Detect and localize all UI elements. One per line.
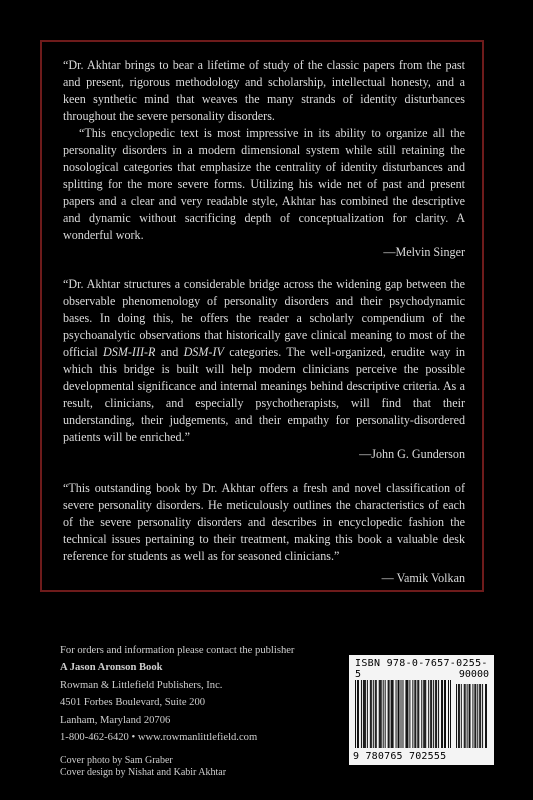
- publisher-imprint: A Jason Aronson Book: [60, 662, 163, 674]
- cover-photo-credit: Cover photo by Sam Graber: [60, 755, 173, 767]
- quote-gunderson: [63, 276, 465, 446]
- publisher-phone-web: 1-800-462-6420 • www.rowmanlittlefield.com: [60, 732, 258, 744]
- quote-singer-author: —Melvin Singer: [383, 245, 465, 259]
- quote-gunderson-text-b: categories. The well-organized, erudite way in which this bridge is built will help modern clinicians perceive the possible developmental significance and internal meanings behind descriptive criteria. As a result, clinicians, and especially psychotherapists, will find that their understanding, their judgements, and their empathy for personality-disordered patients will be enriched.”: [63, 345, 465, 444]
- barcode-digits: 9 780765 702555: [353, 751, 447, 762]
- publisher-info: [60, 642, 360, 779]
- cover-design-credit: Cover design by Nishat and Kabir Akhtar: [60, 767, 227, 779]
- publisher-name: Rowman & Littlefield Publishers, Inc.: [60, 679, 223, 691]
- quote-gunderson-text-a: “Dr. Akhtar structures a considerable bridge across the widening gap between the observable phenomenology of personality disorders and their psychodynamic bases. In doing this, he offers the reader a scholarly compendium of the psychoanalytic observations that historically gave clinical meaning to most of the official: [63, 277, 465, 359]
- quote-volkan: “This outstanding book by Dr. Akhtar offers a fresh and novel classification of severe personality disorders. He meticulously outlines the characteristics of each of the severe personality disorders and describes in encyclopedic fashion the technical issues pertaining to their treatment, making this book a valuable desk reference for students as well as for seasoned clinicians.”: [63, 481, 465, 563]
- quote-singer-p2: “This encyclopedic text is most impressive in its ability to organize all the personality disorders in a modern dimensional system while still retaining the nosological categories that emphasize the centrality of identity disturbances and splitting for the more severe forms. Utilizing his wide net of past and present papers and a clear and very readable style, Akhtar has combined the descriptive and dynamic without sacrificing depth of conceptualization for clarity. A wonderful work.: [63, 126, 465, 242]
- publisher-contact-line: For orders and information please contact the publisher: [60, 645, 295, 656]
- publisher-address2: Lanham, Maryland 20706: [60, 714, 171, 726]
- term-dsm-iv: DSM-IV: [183, 345, 224, 359]
- publisher-address1: 4501 Forbes Boulevard, Suite 200: [60, 697, 206, 709]
- endorsements: [63, 57, 465, 587]
- term-dsm-iii-r: DSM-III-R: [103, 345, 156, 359]
- quote-gunderson-author: —John G. Gunderson: [359, 447, 465, 461]
- barcode-bars: [355, 680, 488, 748]
- isbn-barcode: [349, 655, 494, 765]
- isbn-number: ISBN 978-0-7657-0255-5: [355, 658, 488, 680]
- barcode-addon-number: 90000: [458, 669, 489, 680]
- quote-gunderson-and: and: [155, 345, 184, 359]
- quote-volkan-author: — Vamik Volkan: [381, 571, 465, 585]
- quote-singer-p1: “Dr. Akhtar brings to bear a lifetime of study of the classic papers from the past and present, rigorous methodology and scholarship, intellectual honesty, and a keen synthetic mind that weaves the many strands of identity disturbances throughout the severe personality disorders.: [63, 58, 465, 123]
